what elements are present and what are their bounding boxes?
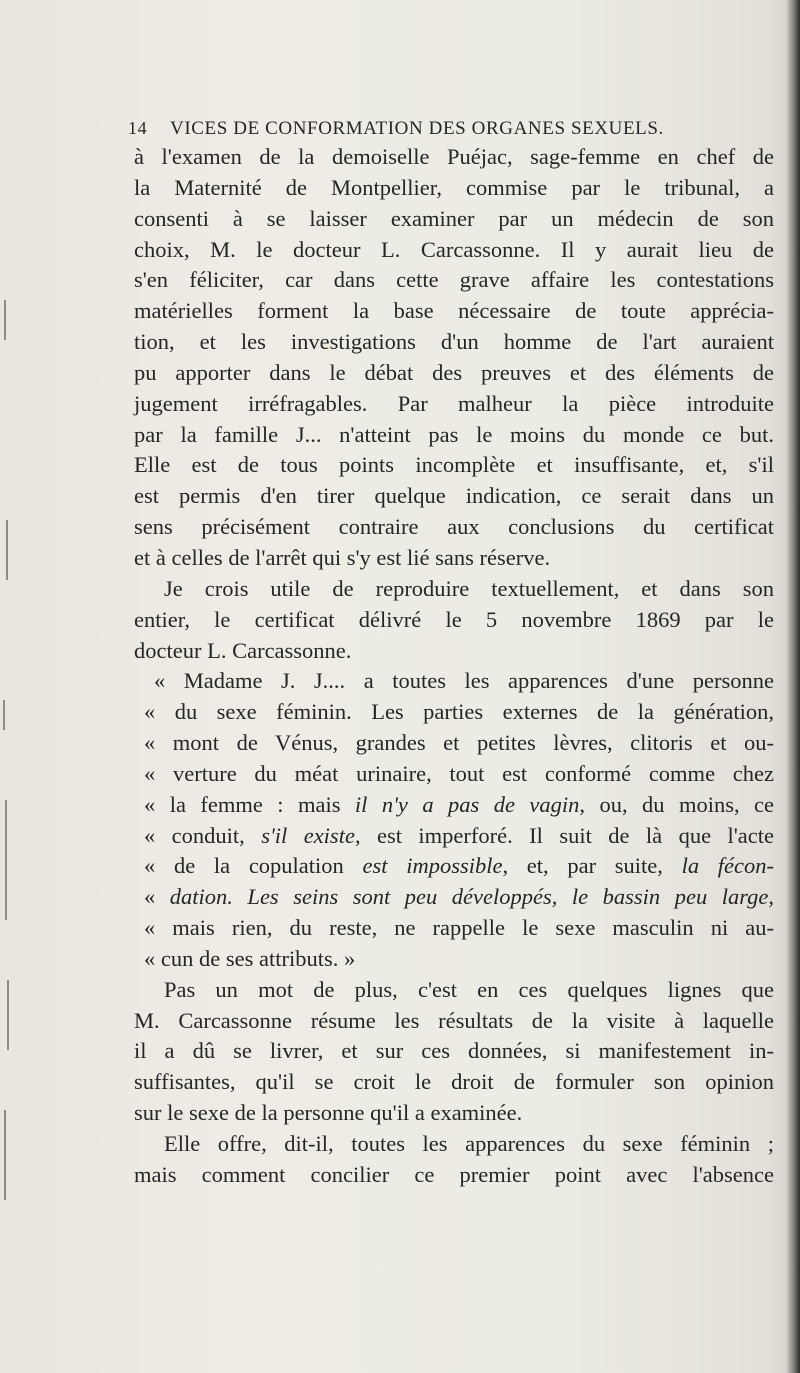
text-line: consenti à se laisser examiner par un médecin de son [134, 205, 774, 231]
text-line: pu apporter dans le débat des preuves et des éléments de [134, 359, 774, 385]
text-line: il a dû se livrer, et sur ces données, si manifestement in- [134, 1038, 774, 1064]
text-line: tion, et les investigations d'un homme de l'art auraient [134, 329, 774, 355]
quote-text: , est imperforé. Il suit de là que l'acte [354, 822, 774, 848]
quote-line [134, 851, 774, 882]
quote-line: « mais rien, du reste, ne rappelle le sexe masculin ni au- [144, 915, 774, 941]
page-edge-shadow [786, 0, 800, 1373]
running-head [128, 118, 748, 140]
quote-line: « Madame J. J.... a toutes les apparences d'une personne [154, 668, 774, 694]
quote-text: , [768, 884, 774, 910]
quote-line: « mont de Vénus, grandes et petites lèvres, clitoris et ou- [144, 730, 774, 756]
quote-line [134, 882, 774, 913]
text-line: est permis d'en tirer quelque indication, ce serait dans un [134, 483, 774, 509]
text-line: sens précisément contraire aux conclusions du certificat [134, 514, 774, 540]
body-text [134, 142, 774, 1191]
text-line: la Maternité de Montpellier, commise par le tribunal, a [134, 174, 774, 200]
text-line: entier, le certificat délivré le 5 novembre 1869 par le [134, 606, 774, 632]
italic-text: est impossible [362, 853, 503, 879]
page-gutter [0, 0, 20, 1373]
running-title: VICES DE CONFORMATION DES ORGANES SEXUELS. [170, 118, 664, 139]
text-line: suffisantes, qu'il se croit le droit de formuler son opinion [134, 1069, 774, 1095]
text-line: docteur L. Carcassonne. [134, 637, 352, 663]
text-line: par la famille J... n'atteint pas le moins du monde ce but. [134, 421, 774, 447]
quote-line [134, 821, 774, 852]
italic-text: la fécon- [681, 853, 775, 879]
quote-text: , ou, du moins, ce [579, 791, 775, 817]
quote-text: « [144, 884, 170, 910]
text-line: Elle est de tous points incomplète et insuffisante, et, s'il [134, 452, 774, 478]
italic-text: il n'y a pas de vagin [354, 791, 580, 817]
text-line: à l'examen de la demoiselle Puéjac, sage-femme en chef de [134, 144, 774, 169]
text-line: mais comment concilier ce premier point avec l'absence [134, 1161, 774, 1187]
text-line: Je crois utile de reproduire textuellement, et dans son [164, 575, 774, 601]
text-line: sur le sexe de la personne qu'il a examinée. [134, 1100, 523, 1126]
quote-text: , et, par suite, [502, 853, 682, 879]
quote-line: « verture du méat urinaire, tout est conformé comme chez [144, 760, 774, 786]
italic-text: dation. Les seins sont peu développés, le bassin peu large [169, 884, 769, 910]
quote-text: « conduit, [144, 822, 262, 848]
text-line: choix, M. le docteur L. Carcassonne. Il y aurait lieu de [134, 236, 774, 262]
quote-text: « de la copulation [144, 853, 363, 879]
text-line: s'en féliciter, car dans cette grave affaire les contestations [134, 267, 774, 293]
quote-text: « la femme : mais [144, 791, 355, 817]
quote-line [134, 790, 774, 821]
text-line: Pas un mot de plus, c'est en ces quelques lignes que [164, 976, 774, 1002]
italic-text: s'il existe [261, 822, 355, 848]
text-line: matérielles forment la base nécessaire de toute apprécia- [134, 298, 774, 324]
text-line: M. Carcassonne résume les résultats de la visite à laquelle [134, 1007, 774, 1033]
text-line: et à celles de l'arrêt qui s'y est lié sans réserve. [134, 544, 551, 570]
quote-line: « cun de ses attributs. » [144, 945, 356, 971]
quote-line: « du sexe féminin. Les parties externes de la génération, [144, 699, 774, 725]
page-number: 14 [128, 118, 148, 138]
text-line: jugement irréfragables. Par malheur la pièce introduite [134, 390, 774, 416]
text-line: Elle offre, dit-il, toutes les apparences du sexe féminin ; [164, 1131, 774, 1156]
